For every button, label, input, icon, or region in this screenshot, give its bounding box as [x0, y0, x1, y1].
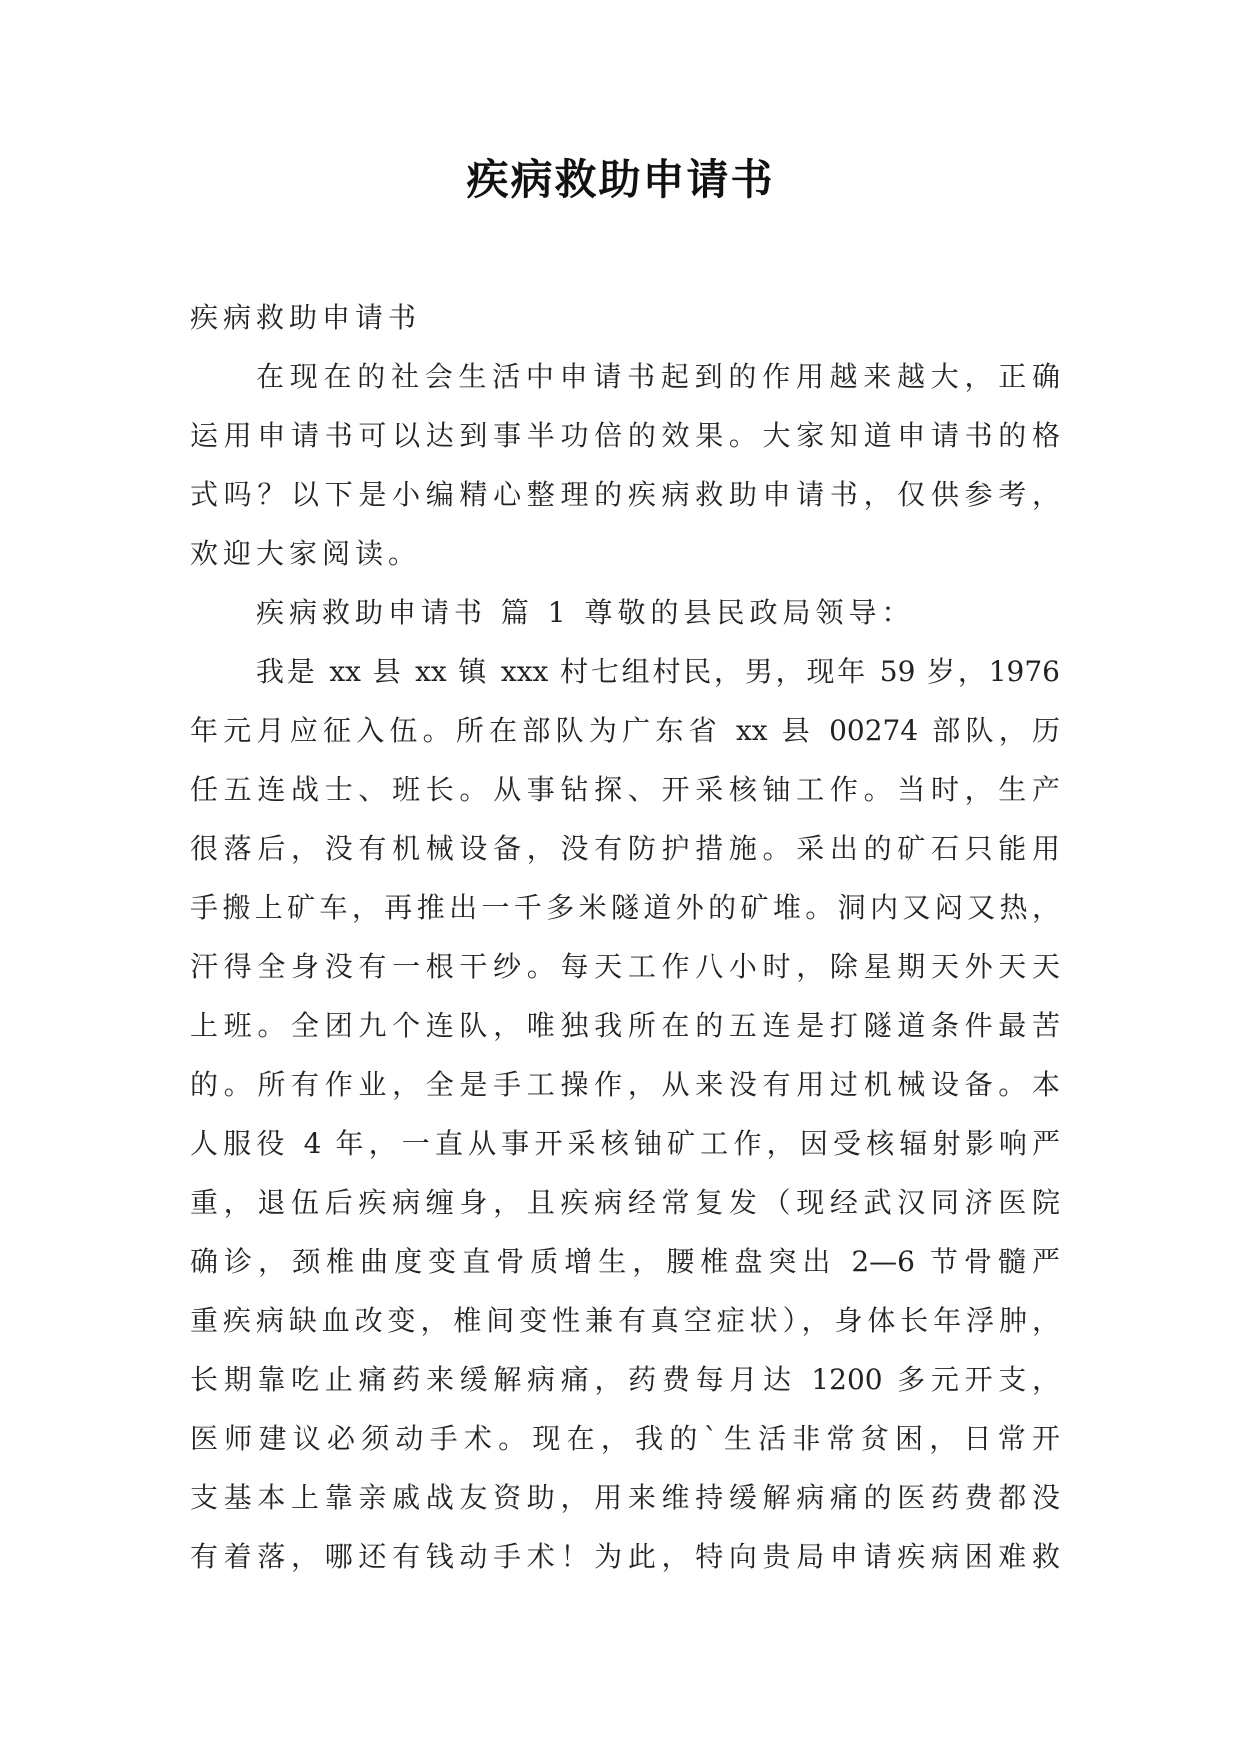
- body-line: 支基本上靠亲戚战友资助，用来维持缓解病痛的医药费都没: [190, 1481, 1060, 1514]
- document-title: 疾病救助申请书: [466, 155, 775, 204]
- body-line: 年元月应征入伍。所在部队为广东省 xx 县 00274 部队，历: [190, 714, 1060, 747]
- body-line: 汗得全身没有一根干纱。每天工作八小时，除星期天外天天: [190, 950, 1060, 983]
- body-line: 上班。全团九个连队，唯独我所在的五连是打隧道条件最苦: [190, 1009, 1060, 1042]
- body-line: 式吗？以下是小编精心整理的疾病救助申请书，仅供参考，: [190, 478, 1060, 511]
- body-line: 的。所有作业，全是手工操作，从来没有用过机械设备。本: [190, 1068, 1060, 1101]
- body-line: 疾病救助申请书: [190, 301, 422, 334]
- body-line: 运用申请书可以达到事半功倍的效果。大家知道申请书的格: [190, 419, 1060, 452]
- document-body: [190, 288, 1060, 1586]
- body-line: 任五连战士、班长。从事钻探、开采核铀工作。当时，生产: [190, 773, 1060, 806]
- body-line: 确诊，颈椎曲度变直骨质增生，腰椎盘突出 2—6 节骨髓严: [190, 1245, 1060, 1278]
- body-line: 欢迎大家阅读。: [190, 537, 422, 570]
- body-line: 医师建议必须动手术。现在，我的`生活非常贫困，日常开: [190, 1422, 1060, 1455]
- body-line: 有着落，哪还有钱动手术！为此，特向贵局申请疾病困难救: [190, 1540, 1060, 1573]
- body-line: 手搬上矿车，再推出一千多米隧道外的矿堆。洞内又闷又热，: [190, 891, 1060, 924]
- body-line: 重疾病缺血改变，椎间变性兼有真空症状），身体长年浮肿，: [190, 1304, 1060, 1337]
- body-line: 重，退伍后疾病缠身，且疾病经常复发（现经武汉同济医院: [190, 1186, 1060, 1219]
- body-line: 很落后，没有机械设备，没有防护措施。采出的矿石只能用: [190, 832, 1060, 865]
- body-line: 人服役 4 年，一直从事开采核铀矿工作，因受核辐射影响严: [190, 1127, 1060, 1160]
- body-line: 疾病救助申请书 篇 1 尊敬的县民政局领导：: [256, 596, 915, 629]
- body-line: 长期靠吃止痛药来缓解病痛，药费每月达 1200 多元开支，: [190, 1363, 1060, 1396]
- body-line: 我是 xx 县 xx 镇 xxx 村七组村民，男，现年 59 岁，1976: [256, 655, 1060, 688]
- body-line: 在现在的社会生活中申请书起到的作用越来越大，正确: [256, 360, 1060, 393]
